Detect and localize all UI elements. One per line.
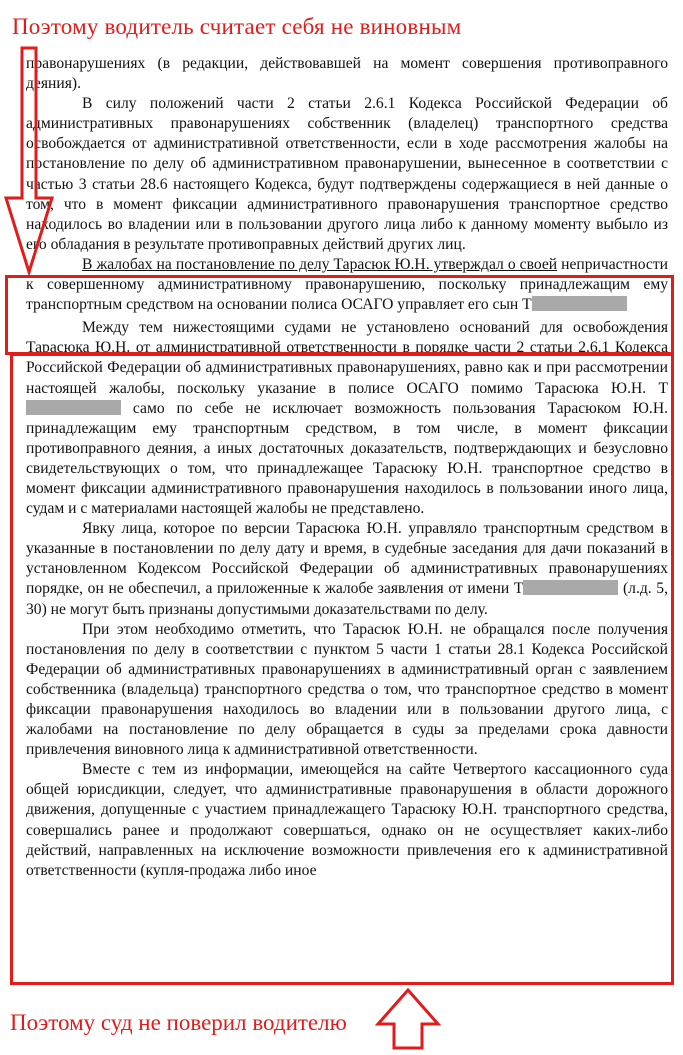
underlined-claim: В жалобах на постановление по делу Тарасюк Ю.Н. утверждал о своей bbox=[82, 255, 558, 273]
paragraph-5: При этом необходимо отметить, что Тарасюк Ю.Н. не обращался после получения постановления по делу в соответствии с пунктом 5 части 1 статьи 28.1 Кодекса Российской Федерации об административных правонарушениях в административный орган с заявлением собственника (владельца) транспортного средства о том, что транспортное средство в момент фиксации правонарушения находилось во владении или в пользовании другого лица, с жалобами на постановление по делу обращается в суды за пределами срока давности привлечения виновного лица к административной ответственности. bbox=[26, 620, 668, 759]
up-arrow-icon bbox=[378, 990, 438, 1048]
paragraph-0: правонарушениях (в редакции, действовавшей на момент совершения противоправного деяния). bbox=[26, 55, 668, 93]
down-arrow-icon bbox=[6, 48, 52, 272]
paragraph-6: Вместе с тем из информации, имеющейся на сайте Четвертого кассационного суда общей юрисдикции, следует, что административные правонарушения в области дорожного движения, допущенные с участием принадлежащего Тарасюку Ю.Н. транспортного средства, совершались ранее и продолжают совершаться, однако он не осуществляет каких-либо действий, направленных на исключение возможности привлечения его к административной ответственности (купля-продажа либо иное bbox=[26, 761, 668, 879]
paragraph-4-part-a: Явку лица, которое по версии Тарасюка Ю.Н. управляло транспортным средством в указанные в постановлении по делу дату и время, в судебные заседания для дачи показаний в установленном Кодексом Российской Федерации об административных правонарушениях порядке, он не обеспечил, а приложенные к жалобе заявления от имени Т bbox=[26, 520, 668, 598]
top-annotation-caption: Поэтому водитель считает себя не виновным bbox=[12, 14, 462, 39]
bottom-annotation-caption: Поэтому суд не поверил водителю bbox=[10, 1010, 347, 1035]
paragraph-4-part-b: (л.д. 5, 30) не могут быть признаны допустимыми доказательствами по делу. bbox=[26, 580, 669, 618]
paragraph-3-part-b: само по себе не исключает возможность пользования Тарасюком Ю.Н. принадлежащим ему транспортным средством, в том числе, в момент фиксации противоправного деяния, а иных достаточных доказательств, подтверждающих и безусловно свидетельствующих о том, что принадлежащее Тарасюку Ю.Н. транспортное средство в момент фиксации административного правонарушения находилось в пользовании иного лица, судам и с материалами настоящей жалобы не представлено. bbox=[26, 399, 668, 518]
paragraph-2-rest: непричастности к совершенному административному правонарушению, поскольку принадлежащим ему транспортным средством на основании полиса ОСАГО управляет его сын Т bbox=[26, 255, 668, 314]
paragraph-3-part-a: Между тем нижестоящими судами не установлено оснований для освобождения Тарасюка Ю.Н. от административной ответственности в порядке части 2 статьи 2.6.1 Кодекса Российской Федерации об административных правонарушениях, равно как и при рассмотрении настоящей жалобы, поскольку указание в полисе ОСАГО помимо Тарасюка Ю.Н. Т bbox=[26, 319, 668, 397]
paragraph-1: В силу положений части 2 статьи 2.6.1 Кодекса Российской Федерации об административных правонарушениях собственник (владелец) транспортного средства освобождается от административной ответственности, если в ходе рассмотрения жалобы на постановление по делу об административном правонарушении, вынесенное в соответствии с частью 3 статьи 28.6 настоящего Кодекса, будут подтверждены содержащиеся в ней данные о том, что в момент фиксации административного правонарушения транспортное средство находилось во владении или в пользовании другого лица либо к данному моменту выбыло из его обладания в результате противоправных действий других лиц. bbox=[26, 95, 668, 253]
